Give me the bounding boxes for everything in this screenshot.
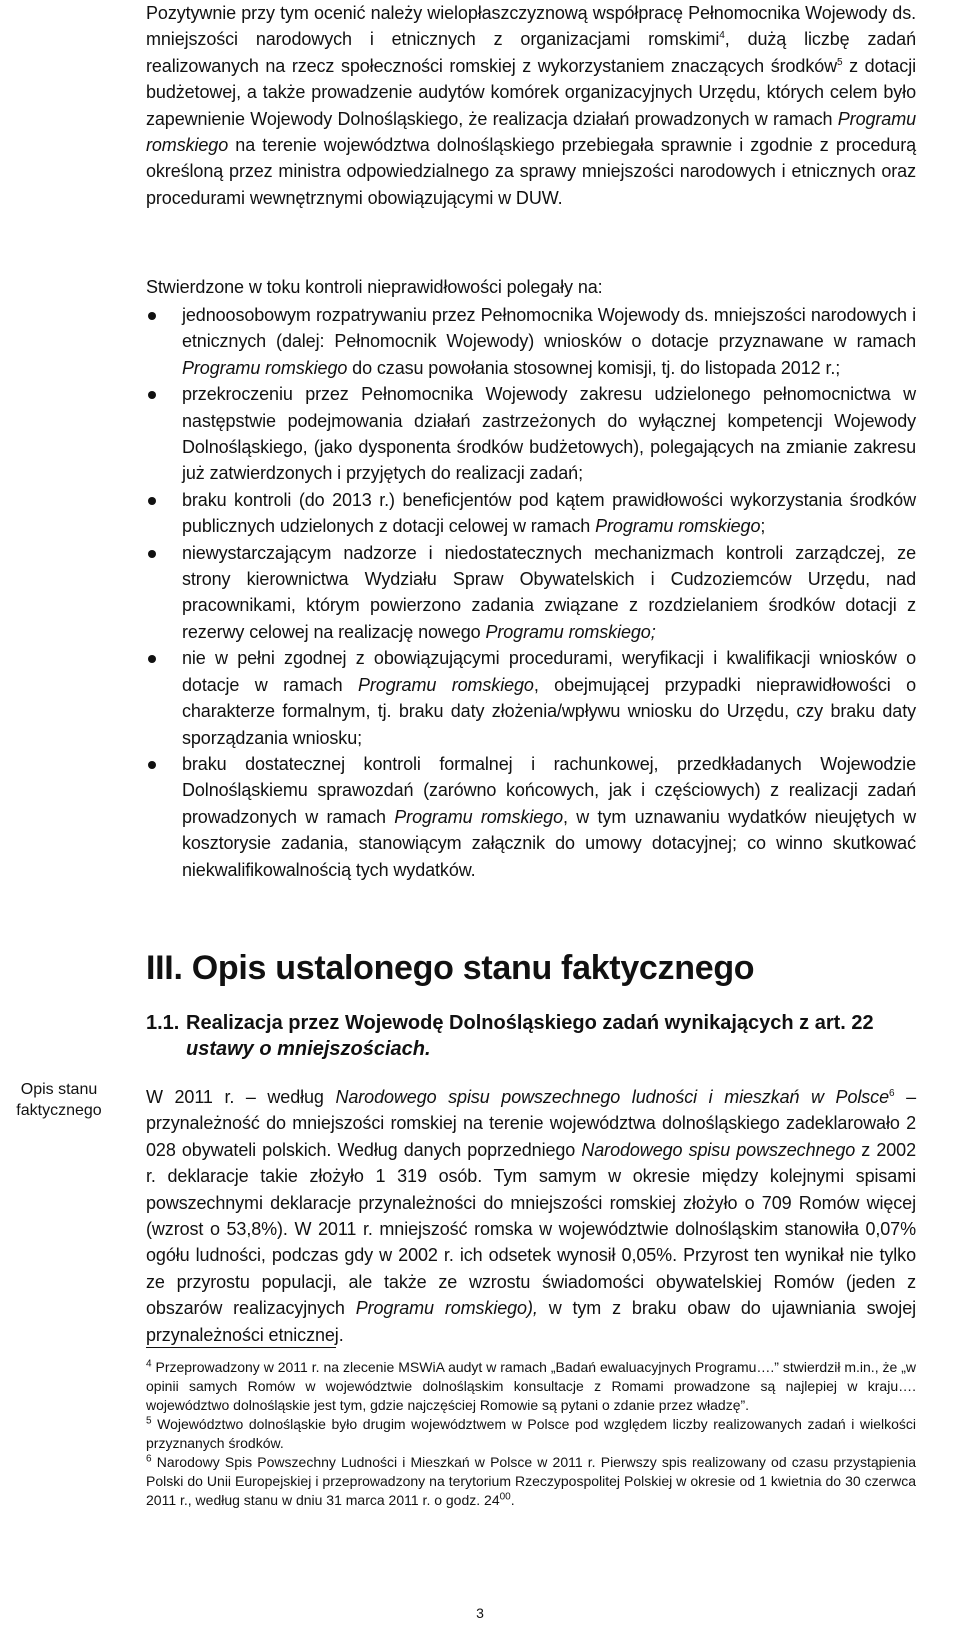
section-heading: III. Opis ustalonego stanu faktycznego [146,949,755,987]
finding-item-1 [146,302,916,381]
subsection-number: 1.1. [146,1012,180,1034]
program-name: Programu romskiego [595,516,761,537]
footnote-ref-6[interactable]: 6 [889,1088,895,1099]
body-text: z 2002 r. deklaracje takie złożyło 1 319 osób. Tym samym w okresie między kolejnymi spisami powszechnymi deklaracje przynależności do mniejszości romskiej złożyło o 709 Romów więcej (wzrost o 53,8%). W 2011 r. mniejszość romska w województwie dolnośląskim stanowiła 0,07% ogółu ludności, podczas gdy w 2002 r. ich odsetek wynosił 0,05%. Przyrost ten wynikał nie tylko ze przyrostu populacji, ale także ze wzrostu świadomości obywatelskiej Romów (jeden z obszarów realizacyjnych [146,1139,916,1319]
footnote-ref-5[interactable]: 5 [837,56,843,68]
finding-text: ; [760,516,766,537]
margin-label-line-1: Opis stanu [20,1081,98,1098]
subsection-title-italic: ustawy o mniejszościach. [186,1038,431,1060]
census-2002-title: Narodowego spisu powszechnego [581,1139,856,1160]
intro-paragraph [146,0,916,211]
footnote-mark: 6 [146,1453,152,1465]
footnote-separator [146,1347,336,1348]
footnote-text: Narodowy Spis Powszechny Ludności i Mieszkań w Polsce w 2011 r. Pierwszy spis realizowany od czasu przystąpienia Polski do Unii Europejskiej i przeprowadzony na terytorium Rzeczypospolitej Polskiej w okresie od 1 kwietnia do 30 czerwca 2011 r., według stanu w dniu 31 marca 2011 r. o godz. 24 [146,1454,916,1508]
margin-label-line-2: faktycznego [16,1102,102,1119]
body-paragraph [146,1084,916,1348]
bullet-icon [148,655,156,663]
bullet-icon [148,391,156,399]
program-name: Programu romskiego), [355,1298,538,1319]
footnote-4 [146,1358,916,1415]
program-name: Programu romskiego [182,357,348,378]
program-name: Programu romskiego [394,806,563,827]
footnote-mark: 5 [146,1415,152,1427]
footnote-6 [146,1453,916,1510]
finding-text: niewystarczającym nadzorze i niedostatecznych mechanizmach kontroli zarządczej, ze strony kierownictwa Wydziału Spraw Obywatelskich i Cudzoziemców Urzędu, nad pracownikami, którym powierzono zadania związane z rozdzielaniem środków dotacji z rezerwy celowej na realizację nowego [182,542,916,642]
subsection-title-text: Realizacja przez Wojewodę Dolnośląskiego zadań wynikających z art. 22 [186,1012,874,1034]
footnote-mark: 4 [146,1358,152,1370]
footnote-ref-4[interactable]: 4 [719,30,725,42]
intro-text-4: na terenie województwa dolnośląskiego przebiegała sprawnie i zgodnie z procedurą określoną przez ministra odpowiedzialnego za sprawy mniejszości narodowych i etnicznych oraz procedurami wewnętrznymi obowiązującymi w DUW. [146,135,916,208]
body-text: W 2011 r. – według [146,1087,336,1107]
footnote-text: Województwo dolnośląskie było drugim województwem w Polsce pod względem liczby realizowanych zadań i wielkości przyznanych środków. [146,1416,916,1451]
body-text: w tym z braku obaw do ujawniania swojej przynależności etnicznej. [146,1298,916,1345]
intro-text-2: , dużą liczbę zadań realizowanych na rzecz społeczności romskiej z wykorzystaniem znaczących środków [146,29,917,76]
finding-item-3 [146,487,916,540]
body-text: – przynależność do mniejszości romskiej na terenie województwa dolnośląskiego zadeklarowało 2 028 obywateli polskich. Według danych poprzedniego [146,1087,917,1160]
bullet-icon [148,312,156,320]
bullet-icon [148,761,156,769]
finding-text: braku kontroli (do 2013 r.) beneficjentów pod kątem prawidłowości wykorzystania środków publicznych udzielonych z dotacji celowej w ramach [182,489,916,537]
finding-text: do czasu powołania stosownej komisji, tj. do listopada 2012 r.; [347,357,841,378]
subsection-title [146,1010,916,1062]
footnote-superscript: 00 [499,1491,511,1503]
intro-text-3: z dotacji budżetowej, a także prowadzenie audytów komórek organizacyjnych Urzędu, których celem było zapewnienie Wojewody Dolnośląskiego, że realizacja działań prowadzonych w ramach [146,55,916,129]
finding-item-2 [146,381,916,487]
program-name: Programu romskiego; [485,621,656,642]
finding-item-4 [146,540,916,646]
finding-text: przekroczeniu przez Pełnomocnika Wojewody zakresu udzielonego pełnomocnictwa w następstwie podejmowania działań zastrzeżonych do wyłącznej kompetencji Wojewody Dolnośląskiego, (jako dysponenta środków budżetowych), polegających na zmianie zakresu już zatwierdzonych i przyjętych do realizacji zadań; [182,384,916,484]
finding-text: braku dostatecznej kontroli formalnej i rachunkowej, przedkładanych Wojewodzie Dolnośląskiemu sprawozdań (zarówno końcowych, jak i częściowych) z realizacji zadań prowadzonych w ramach [182,753,916,827]
footnote-text: Przeprowadzony w 2011 r. na zlecenie MSWiA audyt w ramach „Badań ewaluacyjnych Programu….” stwierdził m.in., że „w opinii samych Romów w województwie dolnośląskim konsultacje z Romami prowadzone są najlepiej w kraju…. województwo dolnośląskie jest tym, gdzie najczęściej Romowie są pytani o zdanie przez władzę”. [146,1359,916,1413]
findings-intro: Stwierdzone w toku kontroli nieprawidłowości polegały na: [146,277,603,297]
footnotes [146,1358,916,1510]
intro-text-1: Pozytywnie przy tym ocenić należy wielopłaszczyznową współpracę Pełnomocnika Wojewody ds. mniejszości narodowych i etnicznych z organizacjami romskimi [146,3,916,50]
margin-label [0,1079,118,1121]
program-name: Programu romskiego [146,108,916,156]
program-name: Programu romskiego [358,674,534,695]
census-2011-title: Narodowego spisu powszechnego ludności i mieszkań w Polsce [335,1087,889,1107]
bullet-icon [148,550,156,558]
finding-item-5 [146,645,916,751]
finding-text: nie w pełni zgodnej z obowiązującymi procedurami, weryfikacji i kwalifikacji wniosków o dotacje w ramach [182,648,916,695]
footnote-5 [146,1415,916,1453]
page-number: 3 [476,1605,484,1621]
finding-text: , obejmującej przypadki nieprawidłowości o charakterze formalnym, tj. braku daty złożenia/wpływu wniosku do Urzędu, czy braku daty sporządzania wniosku; [182,674,916,748]
footnote-text: . [510,1492,515,1508]
bullet-icon [148,497,156,505]
subsection-heading [146,1010,916,1062]
finding-text: jednoosobowym rozpatrywaniu przez Pełnomocnika Wojewody ds. mniejszości narodowych i etnicznych (dalej: Pełnomocnik Wojewody) wniosków o dotacje przyznawane w ramach [182,305,916,352]
finding-item-6 [146,751,916,883]
findings-list [146,302,916,883]
finding-text: , w tym uznawaniu wydatków nieujętych w kosztorysie zadania, stanowiącym załącznik do umowy dotacyjnej; co winno skutkować niekwalifikowalnością tych wydatków. [182,806,916,880]
